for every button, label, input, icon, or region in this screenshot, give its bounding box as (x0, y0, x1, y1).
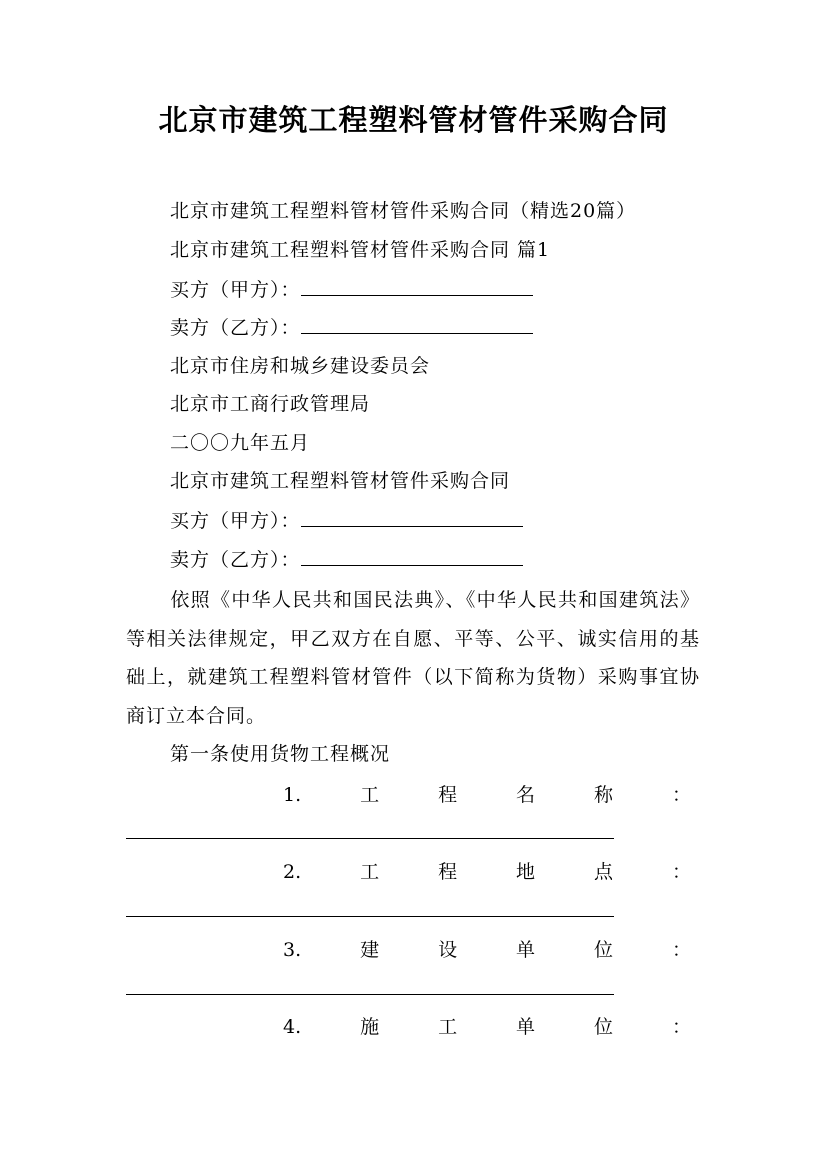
document-title: 北京市建筑工程塑料管材管件采购合同 (158, 103, 669, 137)
field-number: 3. (283, 939, 302, 961)
field-char: 地 (516, 861, 536, 883)
field-row-contractor (283, 1013, 691, 1041)
field-row-project-name (283, 781, 691, 809)
contract-name-line: 北京市建筑工程塑料管材管件采购合同 (170, 470, 511, 492)
buyer-label: 买方（甲方）： (170, 510, 301, 532)
field-char: 设 (438, 939, 458, 961)
field-char: 点 (594, 861, 614, 883)
seller-label: 卖方（乙方）： (170, 317, 301, 339)
field-char: 单 (516, 939, 536, 961)
field-char: 单 (516, 1016, 536, 1038)
field-number: 4. (283, 1016, 302, 1038)
field-char: 位 (594, 1016, 614, 1038)
field-char: 称 (594, 784, 614, 806)
field-char: 工 (360, 784, 380, 806)
field-char: 程 (438, 861, 458, 883)
seller-blank (301, 313, 533, 334)
field-char: 建 (360, 939, 380, 961)
field-char: 施 (360, 1016, 380, 1038)
buyer-blank (301, 506, 523, 527)
field-char: 程 (438, 784, 458, 806)
buyer-line-1 (170, 275, 533, 304)
date-line: 二〇〇九年五月 (170, 432, 311, 454)
preamble-paragraph (126, 581, 700, 735)
document-subtitle: 北京市建筑工程塑料管材管件采购合同（精选20篇） (170, 200, 637, 222)
field-underline (126, 916, 614, 917)
issuer-line-1: 北京市住房和城乡建设委员会 (170, 355, 431, 377)
seller-blank (301, 545, 523, 566)
field-char: 工 (360, 861, 380, 883)
field-colon: ： (671, 939, 691, 961)
section-1-heading: 第一条使用货物工程概况 (170, 743, 391, 765)
buyer-blank (301, 275, 533, 296)
field-number: 2. (283, 861, 302, 883)
field-char: 工 (438, 1016, 458, 1038)
field-number: 1. (283, 784, 302, 806)
field-char: 位 (594, 939, 614, 961)
preamble-text: 依照《中华人民共和国民法典》、《中华人民共和国建筑法》等相关法律规定，甲乙双方在自愿、平等、公平、诚实信用的基础上，就建筑工程塑料管材管件（以下简称为货物）采购事宜协商订立本合同。 (126, 589, 700, 727)
field-colon: ： (671, 861, 691, 883)
buyer-line-2 (170, 506, 523, 535)
article-heading: 北京市建筑工程塑料管材管件采购合同 篇1 (170, 239, 551, 261)
seller-label: 卖方（乙方）： (170, 549, 301, 571)
field-colon: ： (671, 1016, 691, 1038)
seller-line-2 (170, 545, 523, 574)
buyer-label: 买方（甲方）： (170, 279, 301, 301)
field-row-developer (283, 936, 691, 964)
field-underline (126, 994, 614, 995)
field-row-project-location (283, 858, 691, 886)
issuer-line-2: 北京市工商行政管理局 (170, 393, 371, 415)
seller-line-1 (170, 313, 533, 342)
field-underline (126, 838, 614, 839)
field-char: 名 (516, 784, 536, 806)
field-colon: ： (671, 784, 691, 806)
